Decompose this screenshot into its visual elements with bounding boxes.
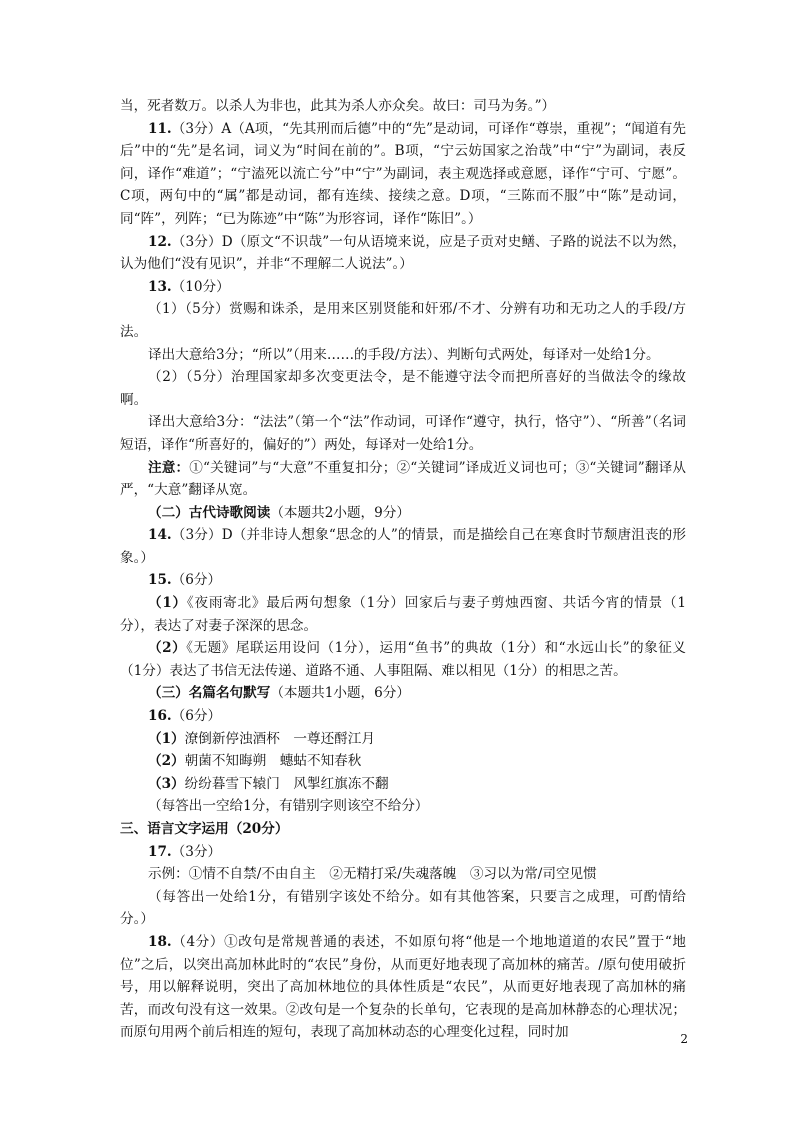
answer-text: （4分）①改句是常规普通的表述，不如原句将“他是一个地地道道的农民”置于“地位”之后，以突出高加林此时的“农民”身份，从而更好地表现了高加林的痛苦。/原句使用破折号，用以解释说明，突出了高加林地位的具体性质是“农民”，从而更好地表现了高加林的痛苦，而改句没有这一效果。②改句是一个复杂的长单句，它表现的是高加林静态的心理状况；而原句用两个前后相连的短句，表现了高加林动态的心理变化过程，同时加: [120, 933, 686, 1041]
section-subtitle: （本题共2小题，9分）: [270, 504, 410, 521]
question-number: 17.: [148, 843, 172, 860]
note-text: ①“关键词”与“大意”不重复扣分；②“关键词”译成近义词也可；③“关键词”翻译从严，“大意”翻译从宽。: [120, 459, 686, 499]
answer-text: （10分）: [171, 278, 230, 295]
scoring-rule-1: 译出大意给3分；“所以”（用来……的手段/方法）、判断句式两处，每译对一处给1分。: [148, 346, 660, 363]
sub-number: （2）: [148, 640, 187, 657]
note: [120, 457, 686, 502]
document-content: [120, 95, 686, 1044]
answer-16-1: [120, 728, 686, 751]
question-11: [120, 118, 686, 231]
scoring-rule-16: （每答出一空给1分，有错别字则该空不给分）: [148, 798, 429, 815]
answer-16-2: [120, 750, 686, 773]
question-16: [120, 705, 686, 728]
question-17: [120, 841, 686, 864]
answer-text: 《夜雨寄北》最后两句想象（1分）回家后与妻子剪烛西窗、共话今宵的情景（1分），表达了对妻子深深的思念。: [120, 595, 686, 634]
translation-1: （1）（5分）赏赐和诛杀，是用来区别贤能和奸邪/不才、分辨有功和无功之人的手段/方法。: [120, 301, 686, 340]
answer-text: 潦倒新停浊酒杯 一尊还酹江月: [184, 730, 375, 747]
page-number: 2: [680, 1032, 688, 1046]
section-heading-recitation: [120, 682, 686, 705]
answer-text: （3分）: [171, 843, 222, 860]
question-number: 15.: [148, 572, 172, 589]
answer-text: （6分）: [171, 708, 222, 725]
answer-16-3: [120, 773, 686, 796]
answer-text: （3分）D（并非诗人想象“思念的人”的情景，而是描绘自己在寒食时节颓唐沮丧的形象。）: [120, 527, 686, 566]
sub-number: （1）: [148, 595, 187, 612]
note-label: 注意：: [148, 459, 190, 476]
sub-number: （1）: [148, 730, 185, 747]
question-13: [120, 276, 686, 299]
answer-text: 纷纷暮雪下辕门 风掣红旗冻不翻: [184, 775, 389, 792]
question-number: 12.: [148, 233, 172, 250]
section-heading-poetry: [120, 502, 686, 525]
answer-text: （3分）D（原文“不识哉”一句从语境来说，应是子贡对史鳝、子路的说法不以为然，认为他们“没有见识”，并非“不理解二人说法”。）: [120, 233, 686, 273]
answer-text: 《无题》尾联运用设问（1分），运用“鱼书”的典故（1分）和“水远山长”的象征义（1分）表达了书信无法传递、道路不通、人事阻隔、难以相见（1分）的相思之苦。: [120, 640, 686, 679]
part-heading-language: 三、语言文字运用（20分）: [120, 821, 289, 837]
section-title: （三）名篇名句默写: [148, 685, 271, 702]
translation-2: （2）（5分）治理国家却多次变更法令，是不能遵守法令而把所喜好的当做法令的缘故啊。: [120, 369, 686, 408]
question-12: [120, 231, 686, 276]
section-subtitle: （本题共1小题，6分）: [270, 685, 410, 702]
question-15: [120, 569, 686, 592]
question-number: 16.: [148, 708, 172, 725]
text-line: 当，死者数万。以杀人为非也，此其为杀人亦众矣。故曰：司马为务。”）: [120, 98, 556, 114]
question-number: 14.: [148, 527, 172, 544]
sub-number: （3）: [148, 775, 185, 792]
question-14: [120, 524, 686, 569]
sub-number: （2）: [148, 753, 185, 770]
question-18: [120, 931, 686, 1044]
answer-15-2: [120, 637, 686, 682]
answer-text: （3分）A（A项，“先其刑而后德”中的“先”是动词，可译作“尊崇，重视”；“闻道有先后”中的“先”是名词，词义为“时间在前的”。B项，“宁云妨国家之治哉”中“宁”为副词，表反问，译作“难道”；“宁溘死以流亡兮”中“宁”为副词，表主观选择或意愿，译作“宁可、宁愿”。C项，两句中的“属”都是动词，都有连续、接续之意。D项，“三陈而不服”中“陈”是动词，同“阵”，列阵；“已为陈迹”中“陈”为形容词，译作“陈旧”。）: [120, 120, 686, 227]
example-17: 示例：①情不自禁/不由自主 ②无精打采/失魂落魄 ③习以为常/司空见惯: [148, 866, 597, 883]
question-number: 11.: [148, 120, 172, 137]
question-number: 18.: [148, 933, 172, 950]
answer-15-1: [120, 592, 686, 637]
answer-text: 朝菌不知晦朔 蟪蛄不知春秋: [184, 753, 362, 770]
section-title: （二）古代诗歌阅读: [148, 504, 271, 521]
scoring-rule-2: 译出大意给3分：“法法”（第一个“法”作动词，可译作“遵守，执行，恪守”）、“所善”（名词短语，译作“所喜好的，偏好的”）两处，每译对一处给1分。: [120, 414, 686, 453]
answer-text: （6分）: [171, 572, 222, 589]
question-number: 13.: [148, 278, 172, 295]
scoring-rule-17: （每答出一处给1分，有错别字该处不给分。如有其他答案，只要言之成理，可酌情给分。）: [120, 888, 686, 928]
